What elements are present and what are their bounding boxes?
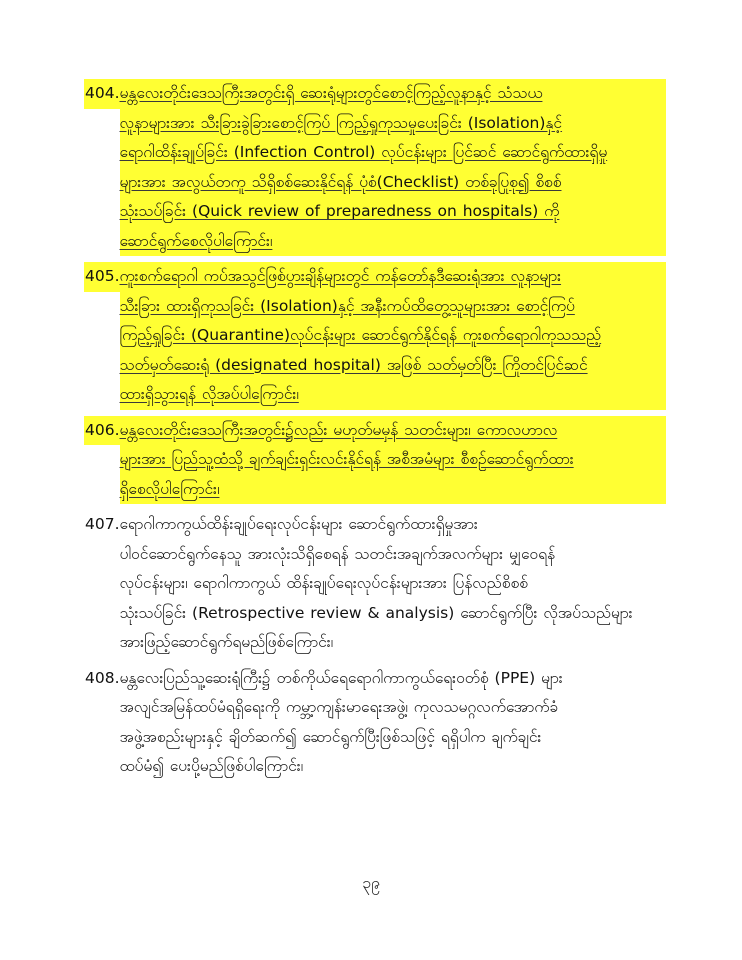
text-line: အလျင်အမြန်ထပ်မံရရှိရေးကို ကမ္ဘာ့ကျန်းမာရေးအဖွဲ့၊ ကုလသမဂ္ဂလက်အောက်ခံ [119,698,559,716]
item-number: 408. [85,668,120,687]
text-line: မန္တလေးပြည်သူ့ဆေးရုံကြီး၌ တစ်ကိုယ်ရေရောဂါကာကွယ်ရေးဝတ်စုံ (PPE) များ [119,668,563,687]
text-line: ရောဂါကာကွယ်ထိန်းချုပ်ရေးလုပ်ငန်းများ ဆောင်ရွက်ထားရှိမှုအား [119,515,478,533]
text-line: လူနာများအား သီးခြားခွဲခြားစောင့်ကြပ် ကြည့်ရှုကုသမှုပေးခြင်း (Isolation)နှင့် [120,109,666,139]
item-text [120,416,666,505]
text-line: မန္တလေးတိုင်းဒေသကြီးအတွင်းရှိ ဆေးရုံများတွင်စောင့်ကြည့်လူနာနှင့် သံသယ [120,79,666,109]
item-number: 406. [84,416,120,446]
item-406 [84,416,666,505]
item-number: 405. [84,262,120,292]
text-line: ဆောင်ရွက်စေလိုပါကြောင်း၊ [120,227,666,257]
text-line: သုံးသပ်ခြင်း (Retrospective review & analysis) ဆောင်ရွက်ပြီး လိုအပ်သည်များ [119,603,633,622]
item-number: 407. [85,515,120,533]
item-text [120,510,666,658]
text-line: အားဖြည့်ဆောင်ရွက်ရမည်ဖြစ်ကြောင်း၊ [119,633,334,651]
text-line: မန္တလေးတိုင်းဒေသကြီးအတွင်း၌လည်း မဟုတ်မမှန် သတင်းများ၊ ကောလဟာလ [120,416,666,446]
item-text [120,79,666,256]
text-line: များအား ပြည်သူ့ထံသို့ ချက်ချင်းရှင်းလင်းနိုင်ရန် အစီအမံများ စီစဉ်ဆောင်ရွက်ထား [120,445,666,475]
text-line: လုပ်ငန်းများ၊ ရောဂါကာကွယ် ထိန်းချုပ်ရေးလုပ်ငန်းများအား ပြန်လည်စိစစ် [119,574,528,592]
text-line: ထားရှိသွားရန် လိုအပ်ပါကြောင်း၊ [120,380,666,410]
text-line: ပါဝင်ဆောင်ရွက်နေသူ အားလုံးသိရှိစေရန် သတင်းအချက်အလက်များ မျှဝေရန် [119,544,555,563]
item-407 [84,510,666,658]
text-line: ကြည့်ရှုခြင်း (Quarantine)လုပ်ငန်းများ ဆောင်ရွက်နိုင်ရန် ကူးစက်ရောဂါကုသသည့် [120,321,666,351]
text-line: ကူးစက်ရောဂါ ကပ်အသွင်ဖြစ်ပွားချိန်များတွင် ကန်တော်နဒီဆေးရုံအား လူနာများ [120,262,666,292]
item-408 [84,664,666,782]
item-text [120,262,666,410]
page-number: ၃၉ [362,873,380,892]
item-text [120,664,666,782]
text-line: ရောဂါထိန်းချုပ်ခြင်း (Infection Control) လုပ်ငန်းများ ပြင်ဆင် ဆောင်ရွက်ထားရှိမှု [120,138,666,168]
text-line: အဖွဲ့အစည်းများနှင့် ချိတ်ဆက်၍ ဆောင်ရွက်ပြီးဖြစ်သဖြင့် ရရှိပါက ချက်ချင်း [119,727,542,746]
text-line: ရှိစေလိုပါကြောင်း၊ [120,475,666,505]
text-line: သီးခြား ထားရှိကုသခြင်း (Isolation)နှင့် အနီးကပ်ထိတွေ့သူများအား စောင့်ကြပ် [120,292,666,322]
numbered-item-list [84,79,666,788]
text-line: ထပ်မံ၍ ပေးပို့မည်ဖြစ်ပါကြောင်း၊ [119,757,304,775]
item-number: 404. [84,79,120,109]
item-405 [84,262,666,410]
text-line: များအား အလွယ်တကူ သိရှိစစ်ဆေးနိုင်ရန် ပုံစံ(Checklist) တစ်ခုပြုစု၍ စိစစ် [120,168,666,198]
text-line: သတ်မှတ်ဆေးရုံ (designated hospital) အဖြစ် သတ်မှတ်ပြီး ကြိုတင်ပြင်ဆင် [120,351,666,381]
item-404 [84,79,666,256]
text-line: သုံးသပ်ခြင်း (Quick review of preparedness on hospitals) ကို [120,197,666,227]
